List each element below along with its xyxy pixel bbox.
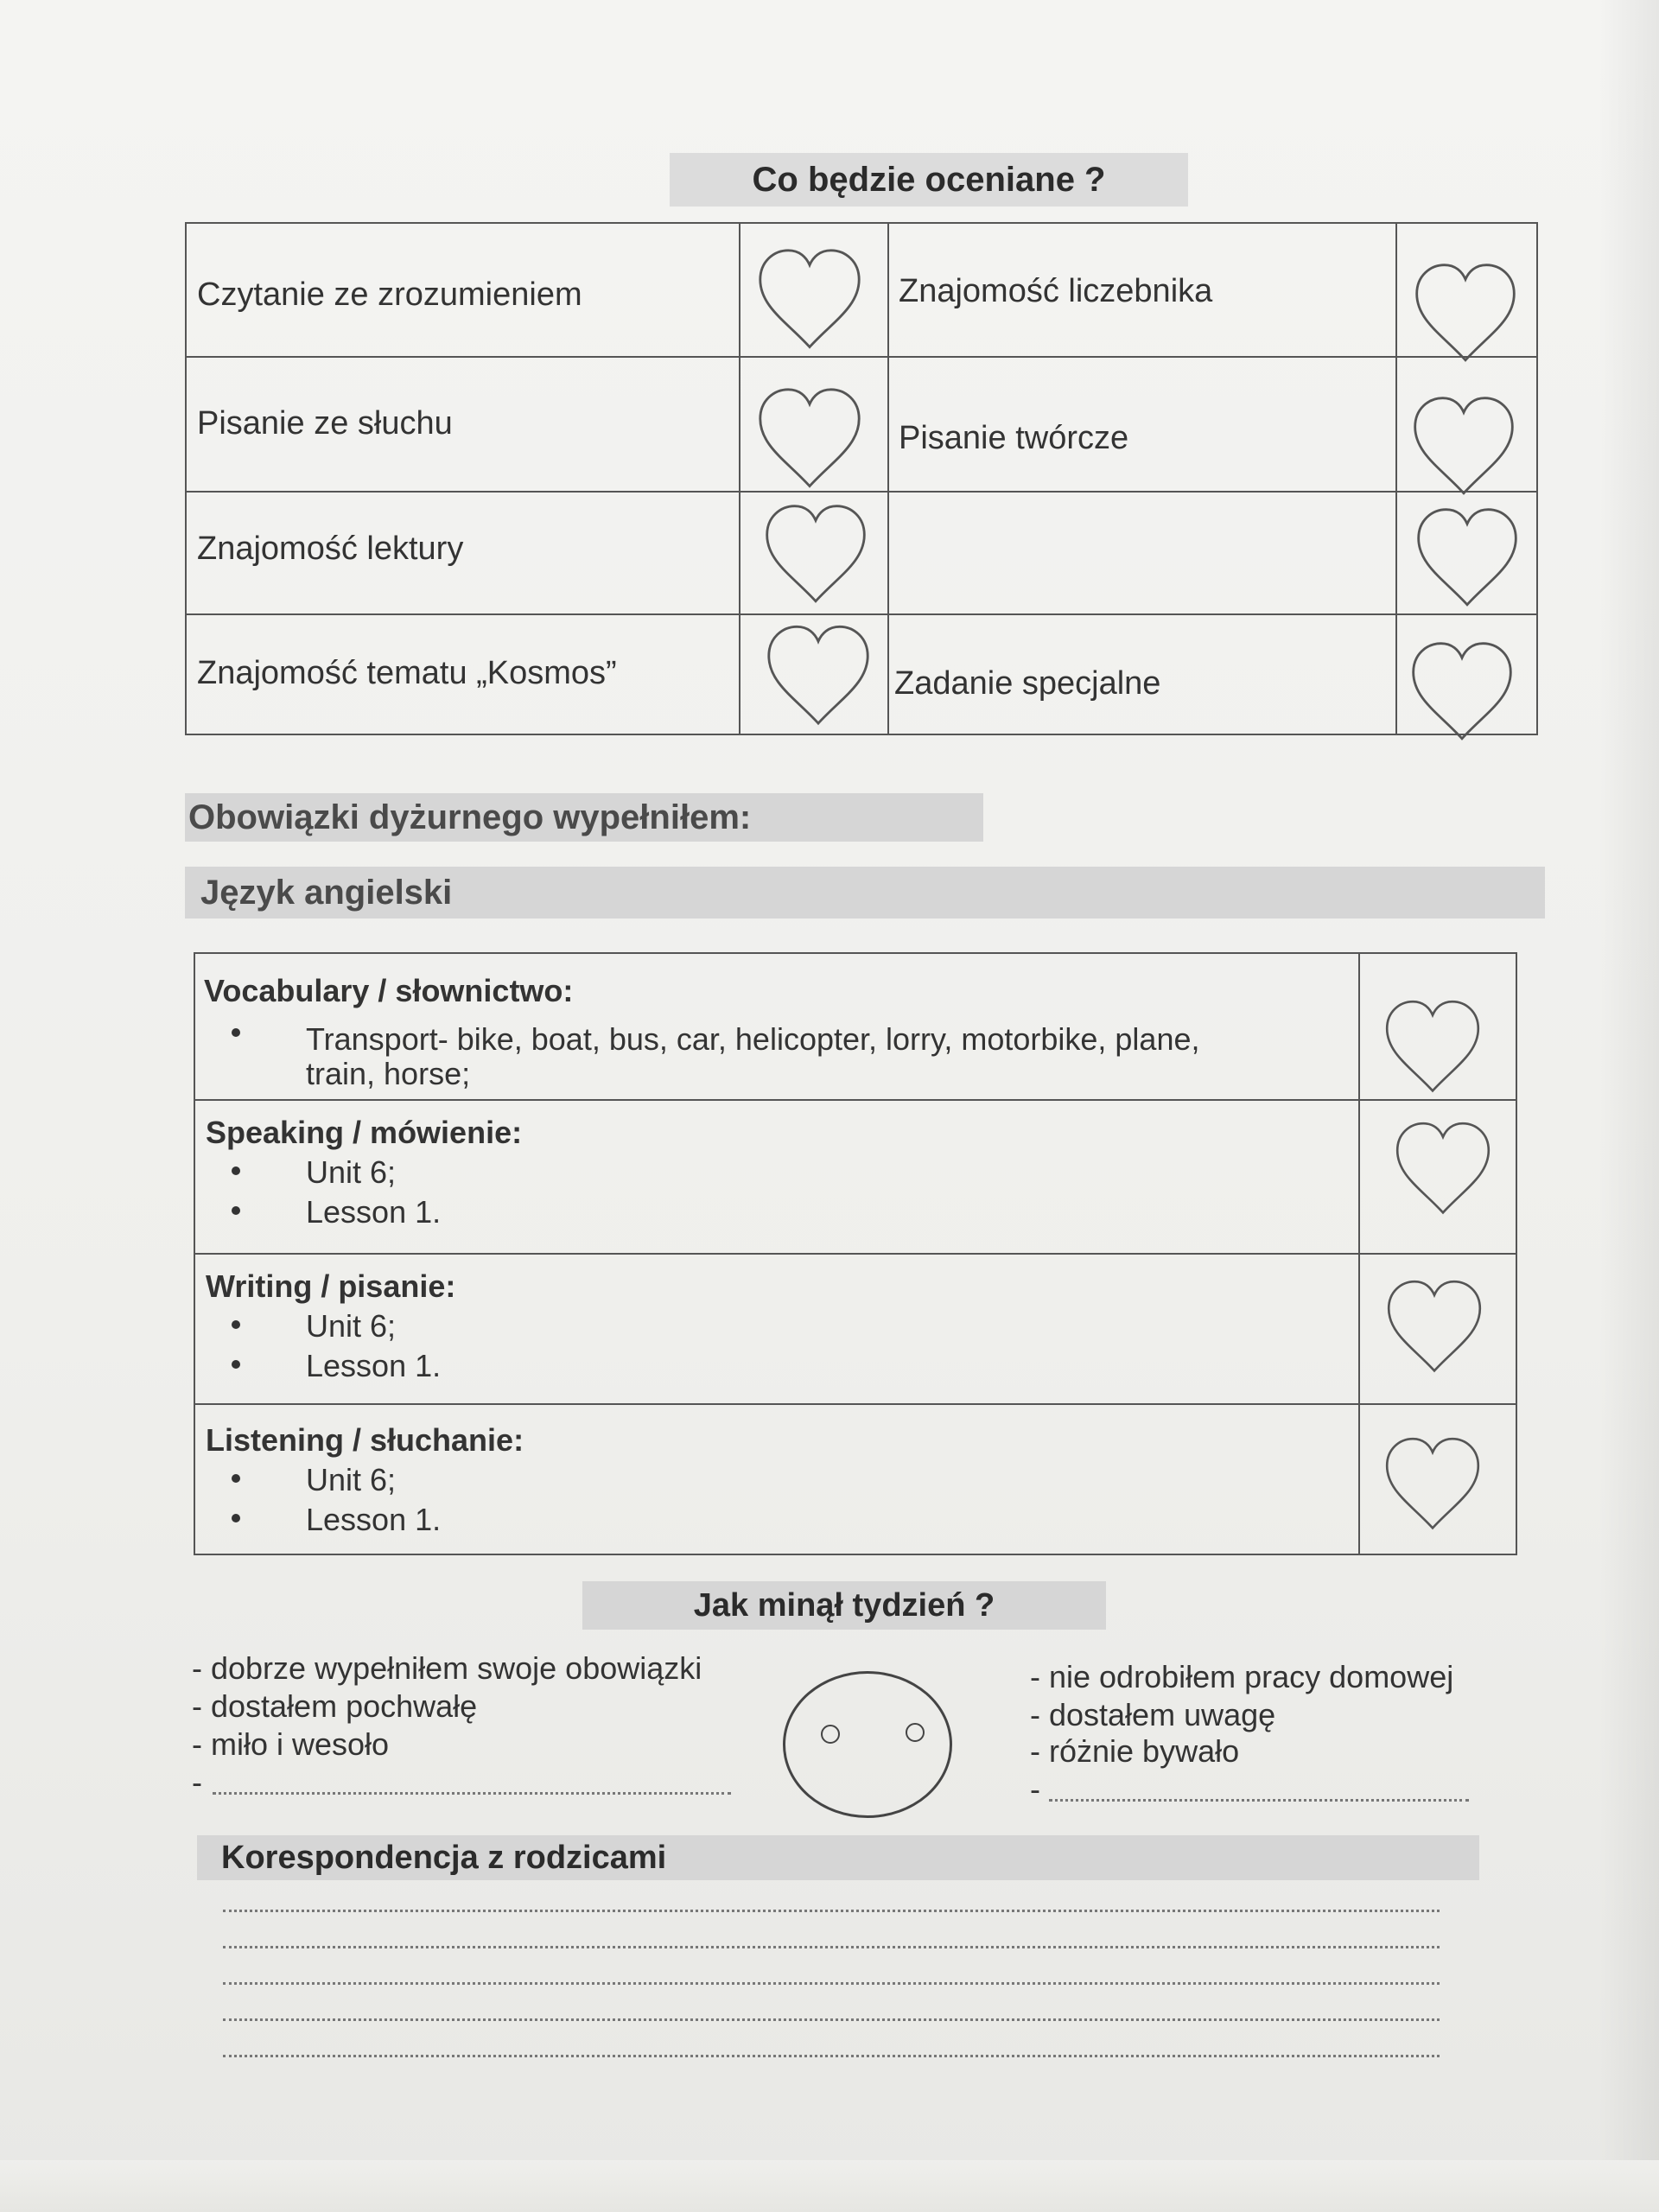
assessment-left-label: Pisanie ze słuchu xyxy=(197,405,453,442)
heart-outline-icon[interactable] xyxy=(1408,391,1519,503)
assessment-left-label: Znajomość tematu „Kosmos” xyxy=(197,655,617,691)
english-title: Język angielski xyxy=(185,867,1545,918)
heart-outline-icon[interactable] xyxy=(1381,1429,1484,1540)
correspondence-title: Korespondencja z rodzicami xyxy=(197,1835,1479,1880)
assessment-divider-2 xyxy=(887,222,889,734)
heart-outline-icon[interactable] xyxy=(1407,636,1517,748)
assessment-title: Co będzie oceniane ? xyxy=(670,153,1188,207)
week-bad-line: - xyxy=(1030,1771,1040,1807)
english-bullet: Lesson 1. xyxy=(306,1502,442,1537)
english-row-title: Listening / słuchanie: xyxy=(206,1422,524,1458)
bullet-icon xyxy=(232,1166,240,1175)
page-bottom-strip xyxy=(0,2160,1659,2212)
assessment-right-label: Znajomość liczebnika xyxy=(899,273,1213,309)
blank-face-icon xyxy=(783,1671,952,1818)
week-good-blank-line[interactable] xyxy=(213,1792,731,1795)
duty-title: Obowiązki dyżurnego wypełniłem: xyxy=(185,793,983,842)
correspondence-line[interactable] xyxy=(223,1910,1440,1912)
heart-outline-icon[interactable] xyxy=(1381,992,1484,1103)
bullet-icon xyxy=(232,1474,240,1483)
heart-outline-icon[interactable] xyxy=(1382,1272,1486,1382)
english-row-line-2 xyxy=(194,1253,1516,1255)
english-bullet: train, horse; xyxy=(306,1056,471,1091)
week-good-line: - dobrze wypełniłem swoje obowiązki xyxy=(192,1650,702,1686)
english-row-title: Vocabulary / słownictwo: xyxy=(204,973,574,1008)
correspondence-line[interactable] xyxy=(223,2055,1440,2057)
face-eye-icon xyxy=(906,1723,925,1742)
heart-outline-icon[interactable] xyxy=(1410,257,1521,370)
english-bullet: Lesson 1. xyxy=(306,1348,442,1383)
english-row-line-1 xyxy=(194,1099,1516,1101)
correspondence-line[interactable] xyxy=(223,1946,1440,1948)
assessment-row-line-1 xyxy=(185,356,1536,358)
assessment-row-line-3 xyxy=(185,613,1536,615)
heart-outline-icon[interactable] xyxy=(1391,1113,1495,1225)
english-bullet: Unit 6; xyxy=(306,1462,397,1497)
english-bullet: Unit 6; xyxy=(306,1308,397,1344)
bullet-icon xyxy=(232,1514,240,1522)
bullet-icon xyxy=(232,1320,240,1329)
page-edge-shadow xyxy=(1599,0,1659,2212)
week-good-line: - miło i wesoło xyxy=(192,1726,390,1762)
heart-outline-icon[interactable] xyxy=(753,383,866,495)
week-good-line: - dostałem pochwałę xyxy=(192,1688,478,1724)
week-bad-line: - dostałem uwagę xyxy=(1030,1697,1276,1732)
english-row-title: Writing / pisanie: xyxy=(206,1268,456,1304)
assessment-divider-1 xyxy=(739,222,741,734)
bullet-icon xyxy=(232,1360,240,1369)
assessment-divider-3 xyxy=(1395,222,1397,734)
english-bullet: Transport- bike, boat, bus, car, helicopter, lorry, motorbike, plane, xyxy=(306,1021,1200,1057)
week-bad-line: - nie odrobiłem pracy domowej xyxy=(1030,1659,1454,1694)
english-row-line-3 xyxy=(194,1403,1516,1405)
assessment-left-label: Czytanie ze zrozumieniem xyxy=(197,276,582,313)
week-title: Jak minął tydzień ? xyxy=(582,1581,1106,1630)
week-bad-line: - różnie bywało xyxy=(1030,1733,1240,1769)
english-bullet: Unit 6; xyxy=(306,1154,397,1190)
bullet-icon xyxy=(232,1206,240,1215)
heart-outline-icon[interactable] xyxy=(762,618,874,734)
heart-outline-icon[interactable] xyxy=(753,244,866,356)
correspondence-line[interactable] xyxy=(223,2018,1440,2021)
week-bad-blank-line[interactable] xyxy=(1049,1799,1469,1802)
week-good-line: - xyxy=(192,1764,202,1800)
bullet-icon xyxy=(232,1028,240,1037)
assessment-left-label: Znajomość lektury xyxy=(197,531,464,567)
correspondence-line[interactable] xyxy=(223,1982,1440,1985)
english-row-title: Speaking / mówienie: xyxy=(206,1115,523,1150)
heart-outline-icon[interactable] xyxy=(760,499,871,610)
face-eye-icon xyxy=(821,1725,840,1744)
assessment-right-label: Zadanie specjalne xyxy=(894,665,1161,702)
assessment-right-label: Pisanie twórcze xyxy=(899,420,1129,456)
heart-outline-icon[interactable] xyxy=(1412,503,1522,613)
english-bullet: Lesson 1. xyxy=(306,1194,442,1230)
